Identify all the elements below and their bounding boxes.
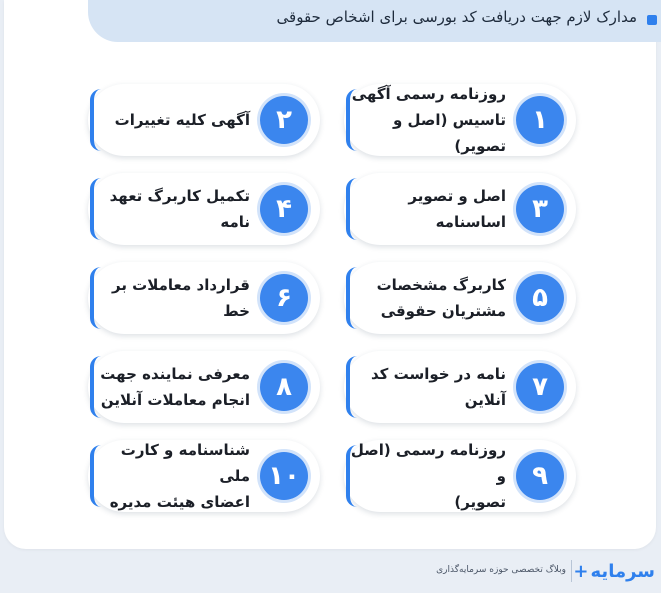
item-label: تکمیل کاربرگ تعهد نامه [109, 187, 250, 231]
item-number-badge: ۴ [260, 185, 308, 233]
item-number-badge: ۹ [516, 452, 564, 500]
item-number-badge: ۱۰ [260, 452, 308, 500]
item-label: اصل و تصویر اساسنامه [408, 187, 506, 231]
header-marker-icon [647, 15, 657, 25]
item-number-badge: ۶ [260, 274, 308, 322]
item-label: آگهی کلیه تغییرات [114, 111, 250, 129]
item-number-badge: ۸ [260, 363, 308, 411]
logo-plus-icon: + [573, 560, 589, 582]
header-banner [88, 0, 661, 42]
item-number-badge: ۳ [516, 185, 564, 233]
logo-text: سرمایه [590, 560, 655, 582]
document-item-1 [344, 84, 576, 156]
document-item-10 [88, 440, 320, 512]
item-label: نامه در خواست کد آنلاین [370, 365, 506, 409]
document-item-3 [344, 173, 576, 245]
item-label: شناسنامه و کارت ملی اعضای هیئت مدیره [109, 441, 250, 511]
item-number-badge: ۷ [516, 363, 564, 411]
item-number-badge: ۵ [516, 274, 564, 322]
document-item-4 [88, 173, 320, 245]
brand-logo[interactable] [575, 560, 655, 582]
footer-tagline: وبلاگ تخصصی حوزه سرمایه‌گذاری [436, 565, 566, 575]
document-item-7 [344, 351, 576, 423]
document-item-8 [88, 351, 320, 423]
item-number-badge: ۲ [260, 96, 308, 144]
document-item-2 [88, 84, 320, 156]
document-item-5 [344, 262, 576, 334]
item-label: روزنامه رسمی آگهی تاسیس (اصل و تصویر) [351, 85, 506, 155]
item-number-badge: ۱ [516, 96, 564, 144]
page-title: مدارک لازم جهت دریافت کد بورسی برای اشخاص حقوقی [276, 8, 637, 26]
item-label: کاربرگ مشخصات مشتریان حقوقی [376, 276, 506, 320]
item-label: روزنامه رسمی (اصل و تصویر) [350, 441, 506, 511]
document-item-6 [88, 262, 320, 334]
document-item-9 [344, 440, 576, 512]
item-label: معرفی نماینده جهت انجام معاملات آنلاین [100, 365, 250, 409]
footer-divider [571, 560, 572, 582]
item-label: قرارداد معاملات بر خط [111, 276, 250, 320]
